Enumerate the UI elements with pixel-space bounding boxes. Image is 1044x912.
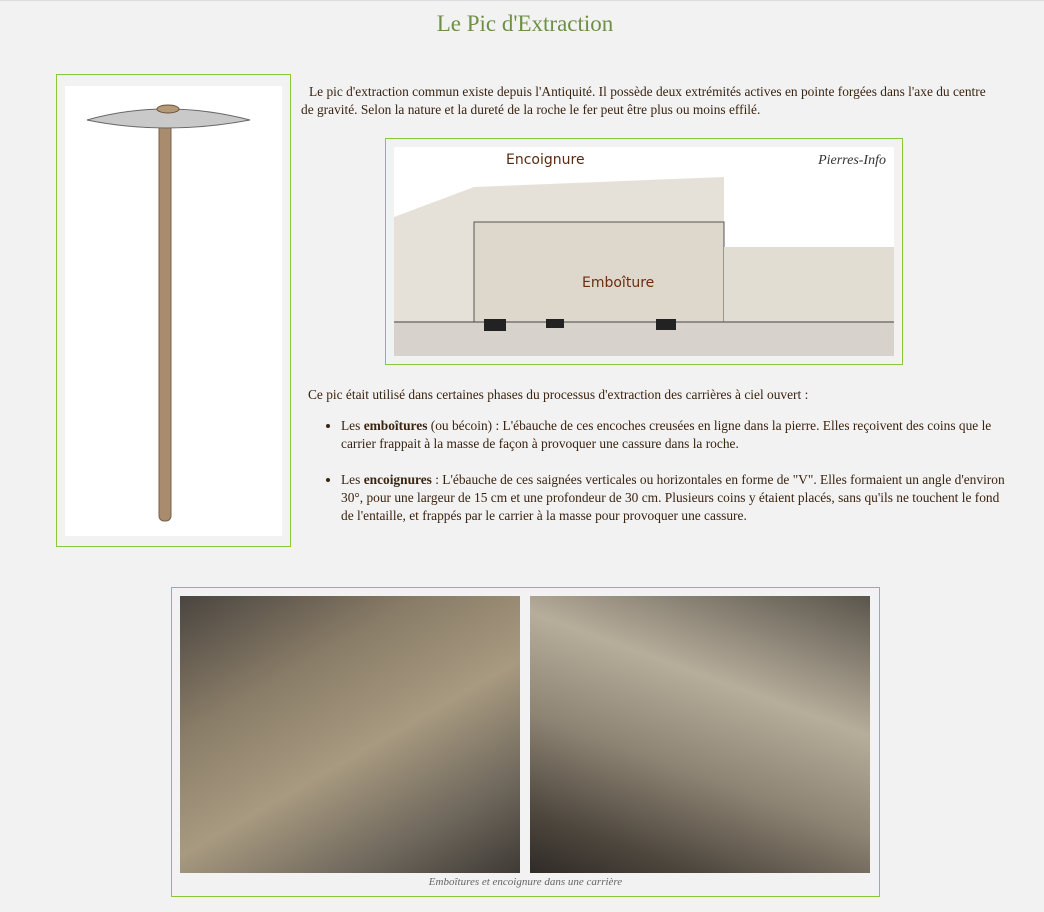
label-encoignure: Encoignure [506,152,585,168]
diagram-frame [385,138,903,365]
quarry-photos-frame [171,587,880,897]
intro-paragraph: Le pic d'extraction commun existe depuis l'Antiquité. Il possède deux extrémités actives en pointe forgées dans l'axe du centre de gravité. Selon la nature et la dureté de la roche le fer peut être plus ou moins effilé. [301,84,986,117]
label-emboiture: Emboîture [582,275,655,291]
item-text: (ou bécoin) : L'ébauche de ces encoches creusées en ligne dans la pierre. Elles reçoivent des coins que le carrier frappait à la masse de façon à provoquer une cassure dans la roche. [341,418,992,451]
page-title: Le Pic d'Extraction [436,11,614,36]
usage-paragraph: Ce pic était utilisé dans certaines phases du processus d'extraction des carrières à ciel ouvert : [308,387,809,402]
photo-caption: Emboîtures et encoignure dans une carrière [428,876,623,888]
list-item [341,471,1011,525]
item-term: emboîtures [363,418,428,433]
pickaxe-image-frame [56,74,291,547]
pickaxe-image [65,86,282,536]
diagram-image [394,147,894,356]
quarry-photo-2 [530,596,870,873]
technique-list [321,417,1011,543]
item-term: encoignures [363,472,432,487]
watermark: Pierres-Info [818,153,886,168]
item-prefix: Les [341,418,364,433]
list-item [341,417,1011,453]
quarry-photo-1 [180,596,520,873]
item-text: : L'ébauche de ces saignées verticales ou horizontales en forme de "V". Elles formaient un angle d'environ 30°, pour une largeur de 15 cm et une profondeur de 30 cm. Plusieurs coins y étaient placés, sans qu'ils ne touchent le fond de l'entaille, et frappés par le carrier à la masse pour provoquer une cassure. [341,472,1005,523]
item-prefix: Les [341,472,364,487]
